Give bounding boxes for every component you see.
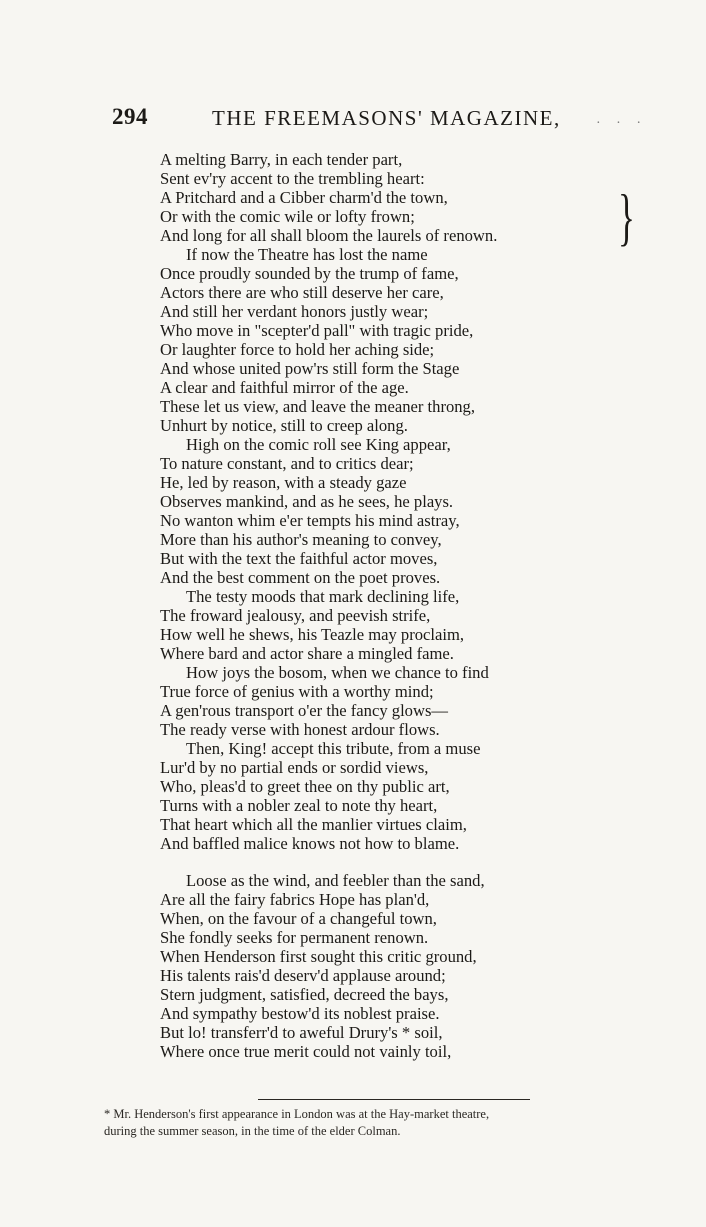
print-speckle: · · · — [596, 116, 647, 131]
poem-line: Then, King! accept this tribute, from a muse — [186, 739, 481, 758]
poem-line: And long for all shall bloom the laurels of renown. — [160, 226, 498, 245]
poem-line: To nature constant, and to critics dear; — [160, 454, 414, 473]
footnote — [104, 1106, 694, 1140]
poem-line: How well he shews, his Teazle may proclaim, — [160, 625, 465, 644]
poem-line: High on the comic roll see King appear, — [186, 435, 451, 454]
poem-line: A Pritchard and a Cibber charm'd the town, — [160, 188, 448, 207]
poem-line: More than his author's meaning to convey, — [160, 530, 442, 549]
poem-line: A gen'rous transport o'er the fancy glows— — [160, 701, 449, 720]
poem-line: Are all the fairy fabrics Hope has plan'd, — [160, 890, 430, 909]
poem-line: Stern judgment, satisfied, decreed the bays, — [160, 985, 449, 1004]
poem-line: He, led by reason, with a steady gaze — [160, 473, 407, 492]
poem-line: That heart which all the manlier virtues claim, — [160, 815, 467, 834]
poem-line: Loose as the wind, and feebler than the sand, — [186, 871, 485, 890]
page-header — [112, 104, 672, 138]
poem-line: Who, pleas'd to greet thee on thy public art, — [160, 777, 450, 796]
poem-line: Who move in "scepter'd pall" with tragic pride, — [160, 321, 474, 340]
poem-line: Sent ev'ry accent to the trembling heart: — [160, 169, 425, 188]
poem-line: And baffled malice knows not how to blame. — [160, 834, 460, 853]
poem-line: And whose united pow'rs still form the Stage — [160, 359, 460, 378]
poem-line: Once proudly sounded by the trump of fame, — [160, 264, 459, 283]
poem-line: No wanton whim e'er tempts his mind astray, — [160, 511, 460, 530]
poem-line: Turns with a nobler zeal to note thy heart, — [160, 796, 438, 815]
poem-line: If now the Theatre has lost the name — [186, 245, 428, 264]
poem-line: True force of genius with a worthy mind; — [160, 682, 434, 701]
poem-line: The ready verse with honest ardour flows. — [160, 720, 440, 739]
poem-line: These let us view, and leave the meaner throng, — [160, 397, 476, 416]
footnote-line: * Mr. Henderson's first appearance in London was at the Hay-market theatre, — [104, 1107, 490, 1121]
poem-line: Where once true merit could not vainly toil, — [160, 1042, 452, 1061]
footnote-line: during the summer season, in the time of the elder Colman. — [104, 1124, 401, 1138]
poem-line: And sympathy bestow'd its noblest praise. — [160, 1004, 440, 1023]
triplet-brace: } — [618, 181, 635, 252]
page-number: 294 — [112, 104, 148, 129]
poem-line: Unhurt by notice, still to creep along. — [160, 416, 408, 435]
poem-line: How joys the bosom, when we chance to find — [186, 663, 489, 682]
poem-line: Observes mankind, and as he sees, he plays. — [160, 492, 454, 511]
poem-line: Lur'd by no partial ends or sordid views, — [160, 758, 429, 777]
running-title: THE FREEMASONS' MAGAZINE, — [212, 106, 561, 130]
poem-body — [160, 150, 560, 1061]
poem-line: But with the text the faithful actor moves, — [160, 549, 438, 568]
poem-line: Or with the comic wile or lofty frown; — [160, 207, 415, 226]
poem-line: Or laughter force to hold her aching side; — [160, 340, 435, 359]
poem-line: When Henderson first sought this critic ground, — [160, 947, 477, 966]
poem-line: The testy moods that mark declining life, — [186, 587, 460, 606]
poem-line: And still her verdant honors justly wear; — [160, 302, 429, 321]
poem-line: When, on the favour of a changeful town, — [160, 909, 437, 928]
poem-line: The froward jealousy, and peevish strife, — [160, 606, 431, 625]
footnote-rule — [258, 1099, 530, 1100]
poem-line: Where bard and actor share a mingled fame. — [160, 644, 454, 663]
poem-line: Actors there are who still deserve her care, — [160, 283, 444, 302]
poem-line: She fondly seeks for permanent renown. — [160, 928, 429, 947]
poem-line: A melting Barry, in each tender part, — [160, 150, 403, 169]
poem-line: A clear and faithful mirror of the age. — [160, 378, 409, 397]
poem-line: And the best comment on the poet proves. — [160, 568, 441, 587]
poem-line: His talents rais'd deserv'd applause around; — [160, 966, 446, 985]
poem-line: But lo! transferr'd to aweful Drury's * soil, — [160, 1023, 443, 1042]
